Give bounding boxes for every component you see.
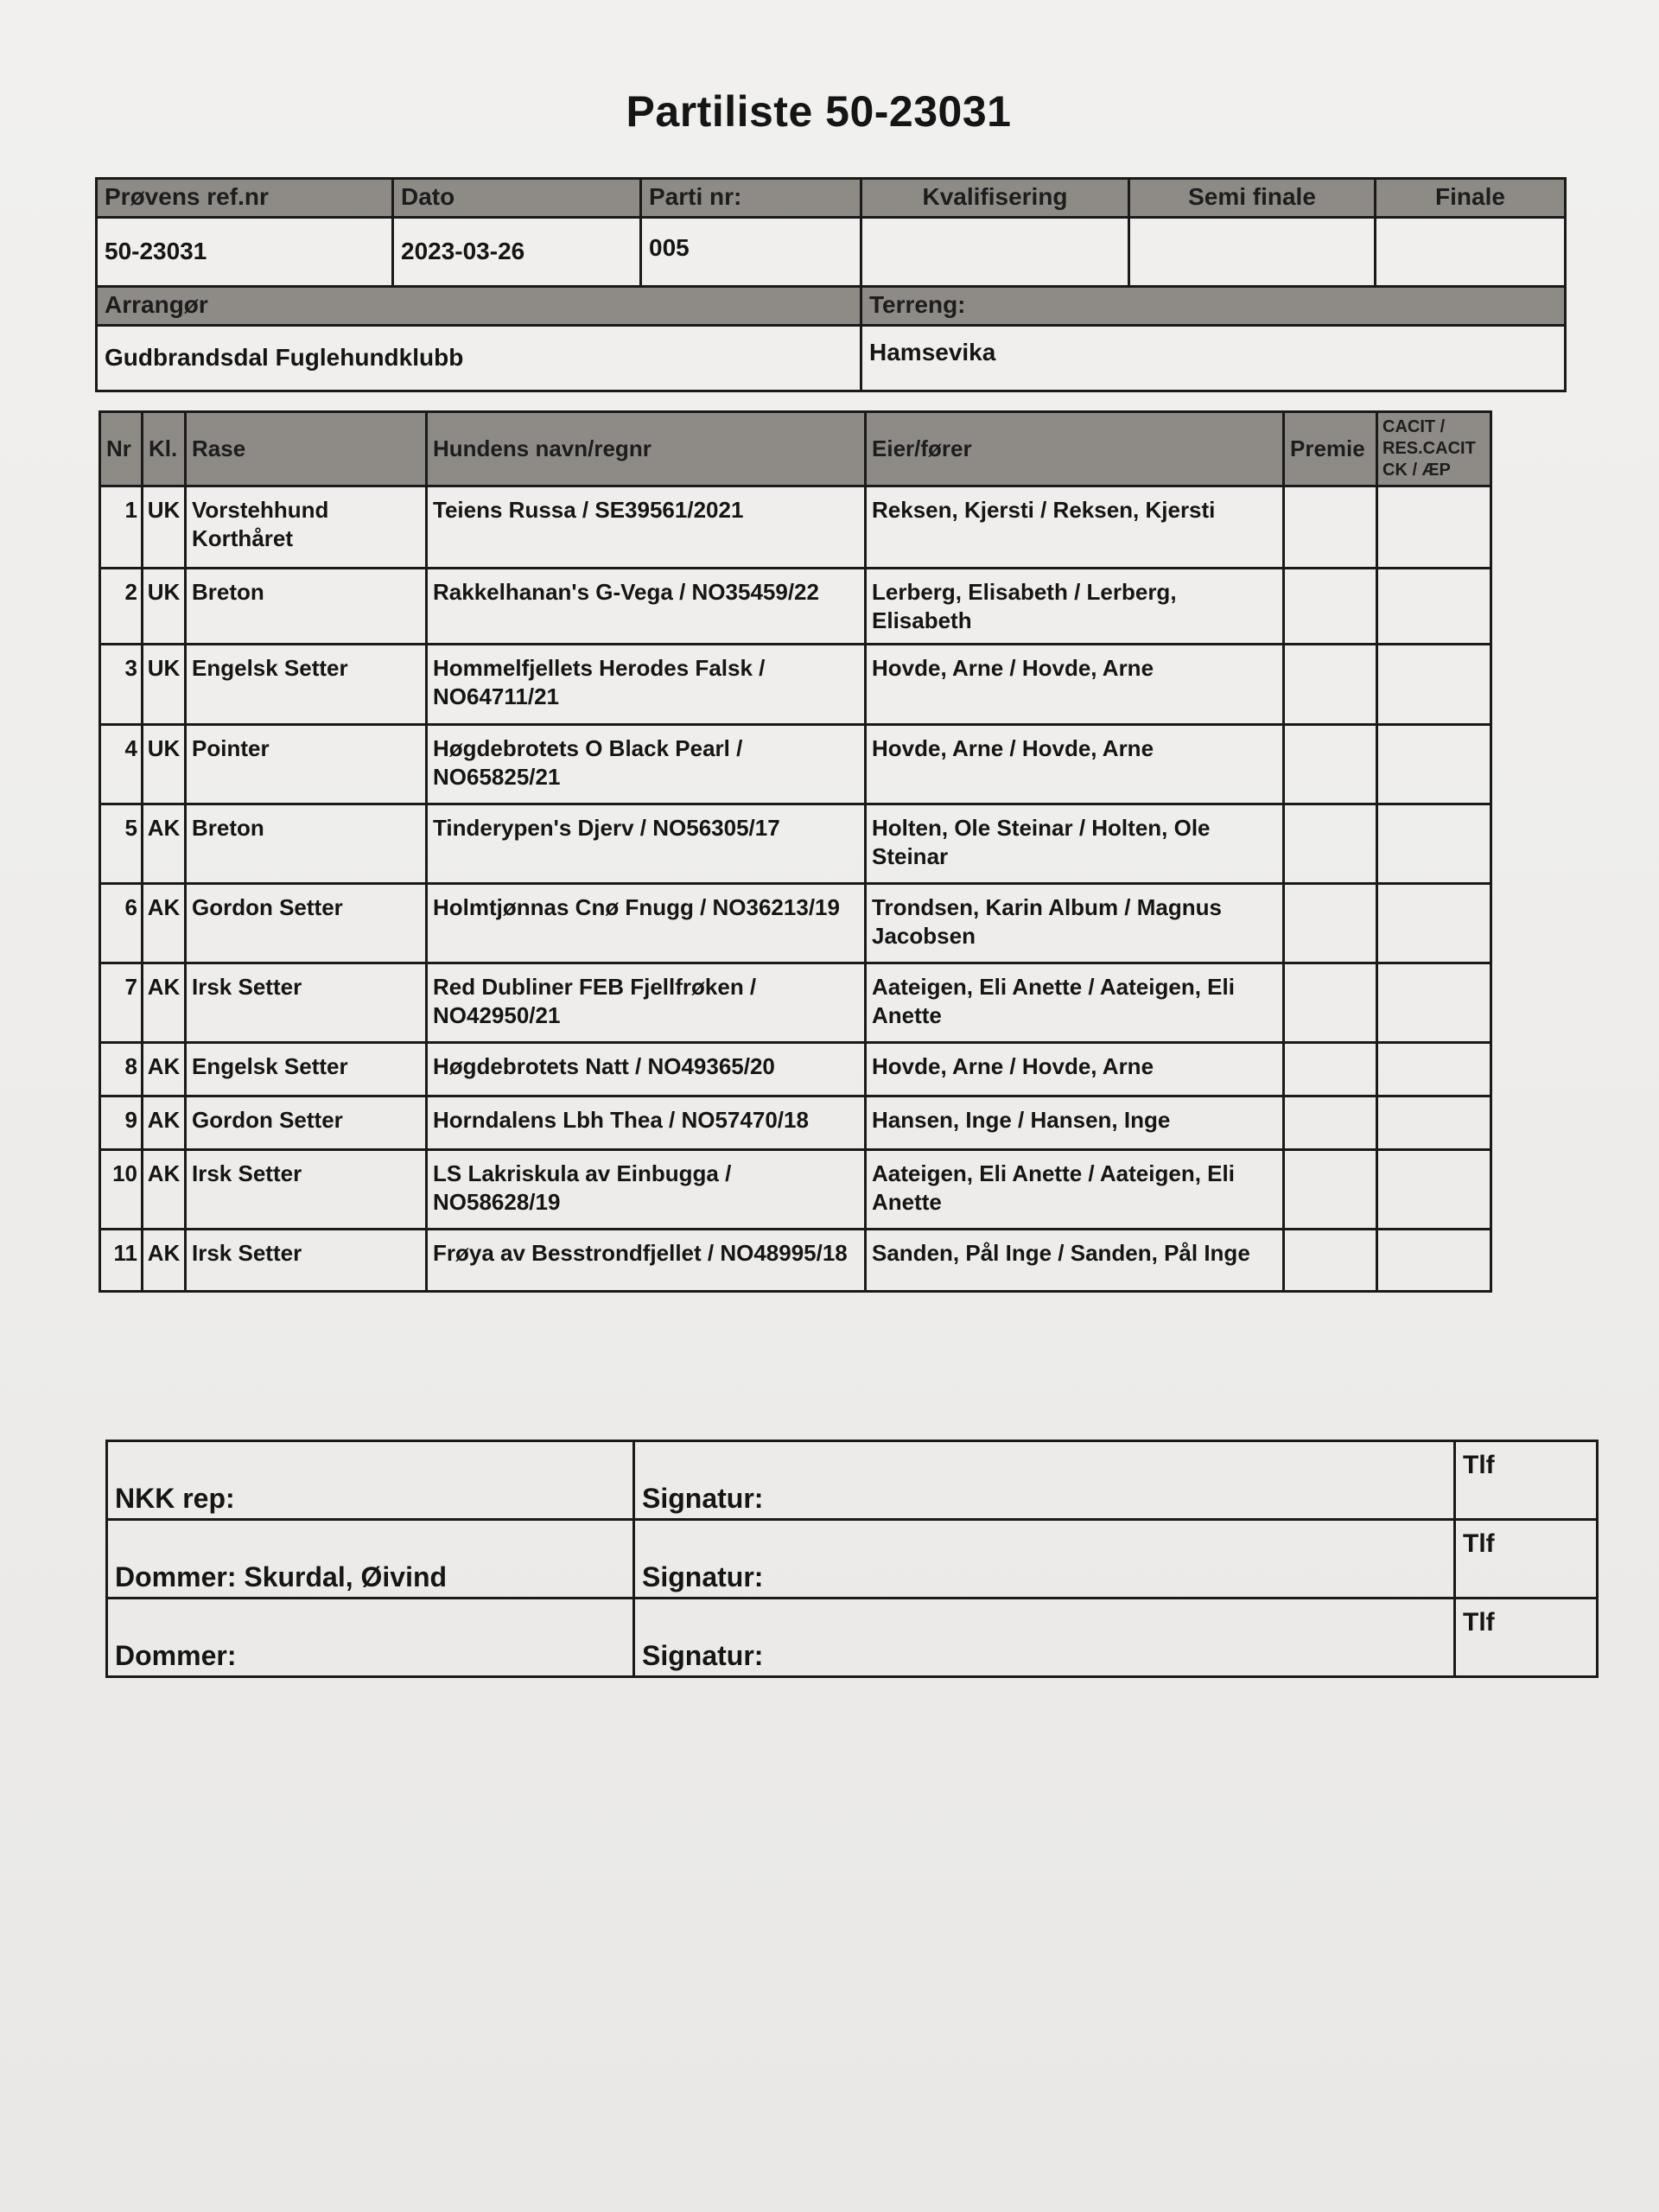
cacit-cell <box>1377 1042 1491 1096</box>
signature-body <box>107 1441 1598 1677</box>
rase-cell: Gordon Setter <box>186 1096 427 1149</box>
cacit-header <box>1377 412 1491 486</box>
hund-cell: LS Lakriskula av Einbugga / NO58628/19 <box>427 1149 866 1229</box>
nr-cell: 1 <box>100 486 143 569</box>
hund-cell: Rakkelhanan's G-Vega / NO35459/22 <box>427 569 866 645</box>
rase-header: Rase <box>186 412 427 486</box>
klasse-cell: AK <box>143 1042 186 1096</box>
premie-cell <box>1284 804 1377 883</box>
ref-value: 50-23031 <box>97 218 393 287</box>
rase-cell: Engelsk Setter <box>186 1042 427 1096</box>
klasse-cell: UK <box>143 724 186 804</box>
eier-header: Eier/fører <box>866 412 1284 486</box>
role-cell: Dommer: Skurdal, Øivind <box>107 1520 634 1599</box>
rase-cell: Breton <box>186 804 427 883</box>
page-title: Partiliste 50-23031 <box>626 87 1012 136</box>
hund-cell: Holmtjønnas Cnø Fnugg / NO36213/19 <box>427 883 866 963</box>
rase-cell: Irsk Setter <box>186 1149 427 1229</box>
role-cell: Dommer: <box>107 1599 634 1677</box>
parti-value: 005 <box>641 218 861 287</box>
table-row <box>100 1229 1491 1291</box>
role-cell: NKK rep: <box>107 1441 634 1520</box>
signatur-cell: Signatur: <box>634 1441 1455 1520</box>
premie-cell <box>1284 1149 1377 1229</box>
semi-finale-value <box>1129 218 1376 287</box>
cacit-cell <box>1377 644 1491 724</box>
table-row <box>100 724 1491 804</box>
eier-cell: Aateigen, Eli Anette / Aateigen, Eli Anette <box>866 1149 1284 1229</box>
premie-cell <box>1284 1229 1377 1291</box>
premie-header: Premie <box>1284 412 1377 486</box>
hund-cell: Frøya av Besstrondfjellet / NO48995/18 <box>427 1229 866 1291</box>
cacit-cell <box>1377 724 1491 804</box>
nr-cell: 6 <box>100 883 143 963</box>
cacit-cell <box>1377 569 1491 645</box>
premie-cell <box>1284 963 1377 1042</box>
cacit-header-line-1: CACIT / <box>1382 417 1446 436</box>
dog-list-table <box>99 410 1492 1293</box>
klasse-cell: AK <box>143 963 186 1042</box>
nr-cell: 5 <box>100 804 143 883</box>
hund-cell: Høgdebrotets O Black Pearl / NO65825/21 <box>427 724 866 804</box>
eier-cell: Hovde, Arne / Hovde, Arne <box>866 724 1284 804</box>
arrangor-value: Gudbrandsdal Fuglehundklubb <box>97 326 861 391</box>
premie-cell <box>1284 569 1377 645</box>
hund-cell: Red Dubliner FEB Fjellfrøken / NO42950/21 <box>427 963 866 1042</box>
table-row <box>100 1149 1491 1229</box>
list-header-row <box>100 412 1491 486</box>
premie-cell <box>1284 486 1377 569</box>
kvalifisering-header: Kvalifisering <box>861 179 1129 218</box>
table-row <box>100 486 1491 569</box>
premie-cell <box>1284 644 1377 724</box>
signatur-cell: Signatur: <box>634 1520 1455 1599</box>
signature-row <box>107 1520 1598 1599</box>
hund-header: Hundens navn/regnr <box>427 412 866 486</box>
klasse-cell: AK <box>143 1149 186 1229</box>
rase-cell: Pointer <box>186 724 427 804</box>
klasse-cell: UK <box>143 644 186 724</box>
table-row <box>100 963 1491 1042</box>
rase-cell: Irsk Setter <box>186 963 427 1042</box>
klasse-cell: AK <box>143 1096 186 1149</box>
nr-cell: 4 <box>100 724 143 804</box>
tlf-cell: Tlf <box>1455 1441 1598 1520</box>
dato-value: 2023-03-26 <box>393 218 641 287</box>
eier-cell: Hovde, Arne / Hovde, Arne <box>866 644 1284 724</box>
cacit-cell <box>1377 486 1491 569</box>
tlf-cell: Tlf <box>1455 1599 1598 1677</box>
cacit-header-line-2: RES.CACIT <box>1382 439 1476 458</box>
eier-cell: Lerberg, Elisabeth / Lerberg, Elisabeth <box>866 569 1284 645</box>
terreng-value: Hamsevika <box>861 326 1566 391</box>
hund-cell: Tinderypen's Djerv / NO56305/17 <box>427 804 866 883</box>
signatur-cell: Signatur: <box>634 1599 1455 1677</box>
finale-header: Finale <box>1376 179 1566 218</box>
premie-cell <box>1284 883 1377 963</box>
eier-cell: Holten, Ole Steinar / Holten, Ole Steinar <box>866 804 1284 883</box>
premie-cell <box>1284 1096 1377 1149</box>
cacit-header-line-3: CK / ÆP <box>1382 461 1451 480</box>
table-row <box>100 644 1491 724</box>
eier-cell: Reksen, Kjersti / Reksen, Kjersti <box>866 486 1284 569</box>
cacit-cell <box>1377 1229 1491 1291</box>
dog-list-body <box>100 486 1491 1292</box>
eier-cell: Hansen, Inge / Hansen, Inge <box>866 1096 1284 1149</box>
cacit-cell <box>1377 963 1491 1042</box>
finale-value <box>1376 218 1566 287</box>
hund-cell: Horndalens Lbh Thea / NO57470/18 <box>427 1096 866 1149</box>
eier-cell: Sanden, Pål Inge / Sanden, Pål Inge <box>866 1229 1284 1291</box>
table-row <box>100 1042 1491 1096</box>
nr-cell: 2 <box>100 569 143 645</box>
premie-cell <box>1284 1042 1377 1096</box>
table-row <box>100 804 1491 883</box>
hund-cell: Høgdebrotets Natt / NO49365/20 <box>427 1042 866 1096</box>
kvalifisering-value <box>861 218 1129 287</box>
premie-cell <box>1284 724 1377 804</box>
semi-finale-header: Semi finale <box>1129 179 1376 218</box>
nr-cell: 8 <box>100 1042 143 1096</box>
kl-header: Kl. <box>143 412 186 486</box>
parti-header: Parti nr: <box>641 179 861 218</box>
klasse-cell: AK <box>143 883 186 963</box>
table-row <box>100 1096 1491 1149</box>
info-value-row <box>97 218 1566 287</box>
rase-cell: Breton <box>186 569 427 645</box>
dato-header: Dato <box>393 179 641 218</box>
rase-cell: Vorstehhund Korthåret <box>186 486 427 569</box>
table-row <box>100 569 1491 645</box>
hund-cell: Hommelfjellets Herodes Falsk / NO64711/21 <box>427 644 866 724</box>
signature-row <box>107 1441 1598 1520</box>
klasse-cell: AK <box>143 1229 186 1291</box>
rase-cell: Irsk Setter <box>186 1229 427 1291</box>
klasse-cell: UK <box>143 486 186 569</box>
nr-cell: 11 <box>100 1229 143 1291</box>
signature-row <box>107 1599 1598 1677</box>
nr-header: Nr <box>100 412 143 486</box>
eier-cell: Hovde, Arne / Hovde, Arne <box>866 1042 1284 1096</box>
nr-cell: 3 <box>100 644 143 724</box>
rase-cell: Gordon Setter <box>186 883 427 963</box>
cacit-cell <box>1377 1096 1491 1149</box>
klasse-cell: UK <box>143 569 186 645</box>
cacit-cell <box>1377 883 1491 963</box>
arrangor-header-row <box>97 287 1566 326</box>
nr-cell: 9 <box>100 1096 143 1149</box>
cacit-cell <box>1377 804 1491 883</box>
hund-cell: Teiens Russa / SE39561/2021 <box>427 486 866 569</box>
klasse-cell: AK <box>143 804 186 883</box>
ref-header: Prøvens ref.nr <box>97 179 393 218</box>
eier-cell: Aateigen, Eli Anette / Aateigen, Eli Anette <box>866 963 1284 1042</box>
eier-cell: Trondsen, Karin Album / Magnus Jacobsen <box>866 883 1284 963</box>
info-table <box>95 177 1567 392</box>
arrangor-value-row <box>97 326 1566 391</box>
signature-table <box>105 1440 1599 1678</box>
terreng-header: Terreng: <box>861 287 1566 326</box>
rase-cell: Engelsk Setter <box>186 644 427 724</box>
table-row <box>100 883 1491 963</box>
info-header-row <box>97 179 1566 218</box>
arrangor-header: Arrangør <box>97 287 861 326</box>
tlf-cell: Tlf <box>1455 1520 1598 1599</box>
nr-cell: 10 <box>100 1149 143 1229</box>
nr-cell: 7 <box>100 963 143 1042</box>
cacit-cell <box>1377 1149 1491 1229</box>
